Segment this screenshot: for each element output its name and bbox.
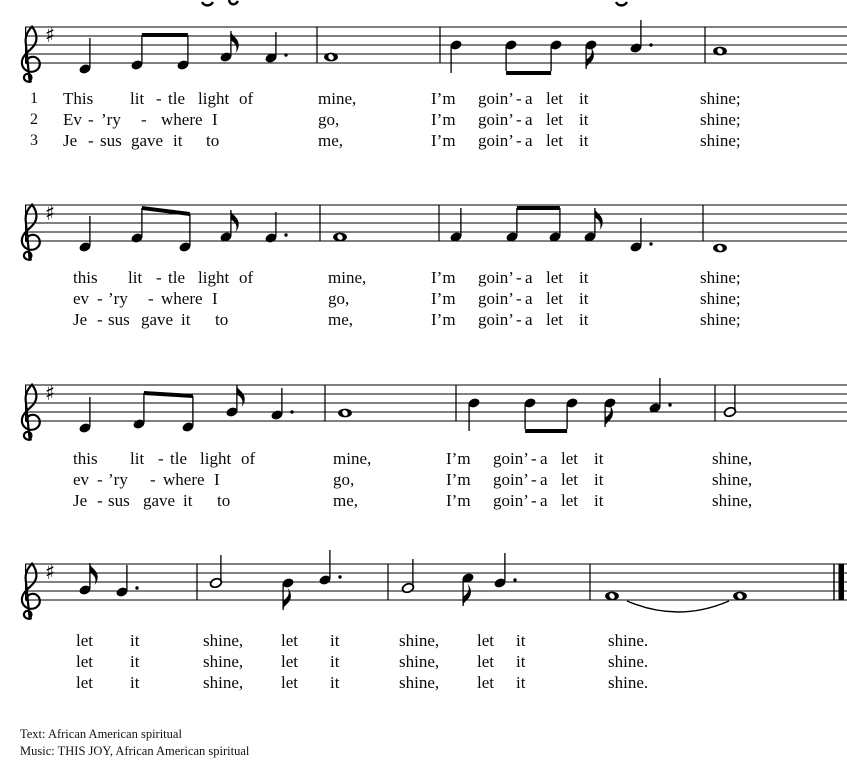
lyric-word: - — [531, 491, 537, 510]
lyric-word: - — [156, 268, 162, 287]
key-signature-sharp-icon: ♯ — [45, 201, 56, 225]
note-w — [324, 53, 338, 62]
lyric-word: lit — [128, 268, 143, 287]
tie — [627, 601, 729, 612]
note-w — [733, 592, 747, 601]
lyric-word: Je — [73, 491, 88, 510]
lyric-word: shine; — [700, 131, 741, 150]
note-e8 — [178, 214, 191, 253]
lyric-word: it — [330, 652, 340, 671]
lyric-word: shine; — [700, 110, 741, 129]
lyric-word: let — [546, 268, 563, 287]
lyric-word: - — [516, 110, 522, 129]
note-dq — [493, 553, 516, 589]
lyric-word: - — [88, 131, 94, 150]
lyric-word: me, — [328, 310, 354, 329]
beam — [506, 71, 551, 75]
note-e8f — [219, 210, 238, 243]
lyric-word: it — [594, 449, 604, 468]
verse-number: 3 — [30, 132, 38, 149]
lyric-word: where — [161, 289, 203, 308]
note-e8 — [523, 397, 536, 429]
lyric-word: let — [546, 110, 563, 129]
lyric-word: - — [150, 470, 156, 489]
lyric-word: a — [525, 110, 533, 129]
lyric-word: it — [516, 631, 526, 650]
lyric-word: it — [330, 673, 340, 692]
lyric-word: ’ry — [108, 470, 128, 489]
lyric-word: shine, — [712, 470, 753, 489]
lyric-word: where — [161, 110, 203, 129]
lyric-word: let — [477, 652, 494, 671]
lyric-word: - — [516, 310, 522, 329]
lyric-word: shine; — [700, 310, 741, 329]
lyric-word: let — [561, 470, 578, 489]
lyric-word: goin’ — [478, 289, 514, 308]
lyric-word: tle — [168, 268, 185, 287]
lyric-word: it — [579, 89, 589, 108]
lyric-word: this — [73, 268, 98, 287]
lyric-word: goin’ — [493, 449, 529, 468]
lyric-word: I’m — [431, 110, 456, 129]
lyric-word: a — [525, 268, 533, 287]
lyric-word: lit — [130, 89, 145, 108]
lyric-word: it — [183, 491, 193, 510]
lyric-word: it — [173, 131, 183, 150]
lyric-word: sus — [100, 131, 122, 150]
lyric-word: me, — [333, 491, 359, 510]
lyric-word: shine; — [700, 289, 741, 308]
lyric-word: I’m — [431, 310, 456, 329]
lyric-word: - — [516, 131, 522, 150]
note-dq — [115, 565, 138, 598]
lyric-word: - — [531, 449, 537, 468]
lyric-word: Je — [73, 310, 88, 329]
lyric-word: - — [141, 110, 147, 129]
lyric-word: mine, — [328, 268, 367, 287]
lyric-word: let — [546, 89, 563, 108]
note-q — [449, 39, 462, 73]
lyric-word: it — [579, 268, 589, 287]
lyric-word: sus — [108, 491, 130, 510]
lyric-word: ev — [73, 289, 90, 308]
lyric-word: shine, — [203, 631, 244, 650]
beam — [144, 391, 193, 398]
lyric-word: shine, — [399, 673, 440, 692]
note-q — [78, 38, 91, 75]
lyric-word: let — [281, 652, 298, 671]
lyric-word: - — [97, 470, 103, 489]
note-w — [713, 244, 727, 253]
lyric-word: gave — [131, 131, 164, 150]
lyric-word: a — [540, 449, 548, 468]
lyric-word: shine, — [399, 652, 440, 671]
note-w — [713, 47, 727, 56]
lyric-word: - — [97, 289, 103, 308]
lyric-word: I’m — [431, 289, 456, 308]
lyric-word: a — [525, 289, 533, 308]
key-signature-sharp-icon: ♯ — [45, 23, 56, 47]
lyric-word: goin’ — [478, 110, 514, 129]
lyric-word: to — [215, 310, 229, 329]
lyric-word: ’ry — [101, 110, 121, 129]
lyric-word: lit — [130, 449, 145, 468]
note-h — [723, 385, 736, 418]
lyric-word: - — [156, 89, 162, 108]
lyric-word: to — [206, 131, 220, 150]
note-e8 — [176, 35, 189, 71]
lyric-word: goin’ — [478, 310, 514, 329]
lyric-word: let — [546, 310, 563, 329]
lyric-word: ’ry — [108, 289, 128, 308]
lyric-word: tle — [170, 449, 187, 468]
lyric-word: - — [97, 310, 103, 329]
lyric-word: let — [561, 491, 578, 510]
lyric-word: let — [76, 631, 93, 650]
note-dq — [318, 550, 341, 586]
lyric-word: I — [212, 110, 218, 129]
note-dq — [264, 212, 287, 244]
lyric-word: shine; — [700, 268, 741, 287]
lyric-word: a — [525, 131, 533, 150]
lyric-word: mine, — [318, 89, 357, 108]
note-q — [449, 208, 462, 243]
lyric-word: ev — [73, 470, 90, 489]
verse-number: 1 — [30, 90, 38, 107]
note-q — [467, 397, 480, 431]
lyric-word: let — [546, 131, 563, 150]
lyric-word: it — [579, 131, 589, 150]
lyric-word: - — [148, 289, 154, 308]
lyric-word: - — [516, 289, 522, 308]
lyric-word: let — [281, 673, 298, 692]
lyric-word: it — [516, 652, 526, 671]
lyric-word: let — [76, 673, 93, 692]
lyric-word: of — [241, 449, 256, 468]
note-w — [605, 592, 619, 601]
lyric-word: shine, — [712, 491, 753, 510]
lyric-word: let — [546, 289, 563, 308]
lyric-word: - — [97, 491, 103, 510]
lyric-word: a — [525, 89, 533, 108]
lyric-word: it — [330, 631, 340, 650]
note-e8 — [549, 39, 562, 71]
lyric-word: - — [158, 449, 164, 468]
music-system-1 — [0, 7, 847, 95]
lyric-word: - — [88, 110, 94, 129]
lyric-word: light — [198, 89, 230, 108]
text-credit: Text: African American spiritual — [20, 727, 182, 741]
note-dq — [270, 388, 293, 421]
lyric-word: goin’ — [478, 131, 514, 150]
note-e8 — [181, 396, 194, 433]
lyric-word: let — [477, 631, 494, 650]
lyric-word: it — [594, 470, 604, 489]
lyric-word: - — [531, 470, 537, 489]
music-credit: Music: THIS JOY, African American spiritual — [20, 744, 250, 758]
note-e8 — [130, 208, 143, 244]
final-barline-thick — [839, 564, 845, 601]
music-system-2 — [0, 185, 847, 273]
note-e8 — [132, 393, 145, 430]
lyric-word: goin’ — [478, 268, 514, 287]
note-e8f — [583, 208, 602, 243]
lyric-word: it — [579, 110, 589, 129]
note-e8 — [130, 35, 143, 71]
lyric-word: let — [477, 673, 494, 692]
lyric-word: I’m — [446, 449, 471, 468]
lyric-word: tle — [168, 89, 185, 108]
note-e8f — [281, 577, 294, 610]
note-w — [333, 233, 347, 242]
lyric-word: Ev — [63, 110, 82, 129]
lyric-word: it — [130, 652, 140, 671]
beam — [525, 429, 567, 433]
lyric-word: it — [130, 673, 140, 692]
lyric-word: a — [540, 470, 548, 489]
note-dq — [648, 378, 671, 414]
note-e8 — [548, 208, 561, 243]
lyric-word: me, — [318, 131, 344, 150]
lyric-word: goin’ — [493, 470, 529, 489]
lyric-word: mine, — [333, 449, 372, 468]
lyric-word: it — [579, 289, 589, 308]
lyric-word: I — [214, 470, 220, 489]
beam — [142, 33, 188, 37]
lyric-word: let — [561, 449, 578, 468]
lyric-word: it — [579, 310, 589, 329]
music-system-4 — [0, 544, 847, 636]
note-w — [338, 409, 352, 418]
lyric-word: - — [516, 268, 522, 287]
lyric-word: shine, — [712, 449, 753, 468]
lyric-word: shine. — [608, 652, 649, 671]
lyric-word: a — [525, 310, 533, 329]
lyric-word: let — [281, 631, 298, 650]
note-q — [78, 216, 91, 253]
music-system-3 — [0, 365, 847, 453]
lyric-word: of — [239, 89, 254, 108]
lyric-word: I’m — [446, 491, 471, 510]
verse-number: 2 — [30, 111, 38, 128]
note-e8f — [225, 385, 244, 418]
lyric-word: shine. — [608, 673, 649, 692]
lyric-word: shine; — [700, 89, 741, 108]
note-e8 — [504, 39, 517, 71]
lyric-word: This — [63, 89, 94, 108]
lyric-word: light — [200, 449, 232, 468]
lyric-word: go, — [328, 289, 350, 308]
lyric-word: shine. — [608, 631, 649, 650]
note-e8f — [461, 572, 474, 606]
lyric-word: it — [130, 631, 140, 650]
lyric-word: to — [217, 491, 231, 510]
lyric-word: this — [73, 449, 98, 468]
lyric-word: go, — [318, 110, 340, 129]
lyric-word: I — [212, 289, 218, 308]
lyric-word: shine, — [203, 673, 244, 692]
lyric-word: goin’ — [478, 89, 514, 108]
lyric-word: a — [540, 491, 548, 510]
lyric-word: I’m — [431, 268, 456, 287]
lyric-word: go, — [333, 470, 355, 489]
note-e8 — [505, 208, 518, 243]
lyric-word: goin’ — [493, 491, 529, 510]
lyric-word: shine, — [203, 652, 244, 671]
lyric-word: where — [163, 470, 205, 489]
key-signature-sharp-icon: ♯ — [45, 381, 56, 405]
lyric-word: let — [76, 652, 93, 671]
lyric-word: of — [239, 268, 254, 287]
lyric-word: gave — [143, 491, 176, 510]
key-signature-sharp-icon: ♯ — [45, 560, 56, 584]
lyric-word: - — [516, 89, 522, 108]
lyric-word: shine, — [399, 631, 440, 650]
note-dq — [264, 32, 287, 64]
lyric-word: light — [198, 268, 230, 287]
lyric-word: sus — [108, 310, 130, 329]
lyric-word: gave — [141, 310, 174, 329]
lyric-word: Je — [63, 131, 78, 150]
lyric-word: I’m — [446, 470, 471, 489]
beam — [517, 206, 560, 210]
note-e8 — [565, 397, 578, 429]
note-dq — [629, 20, 652, 54]
lyric-word: I’m — [431, 131, 456, 150]
lyric-word: it — [181, 310, 191, 329]
note-h — [209, 555, 222, 589]
lyric-word: I’m — [431, 89, 456, 108]
lyric-word: it — [594, 491, 604, 510]
lyric-word: it — [516, 673, 526, 692]
